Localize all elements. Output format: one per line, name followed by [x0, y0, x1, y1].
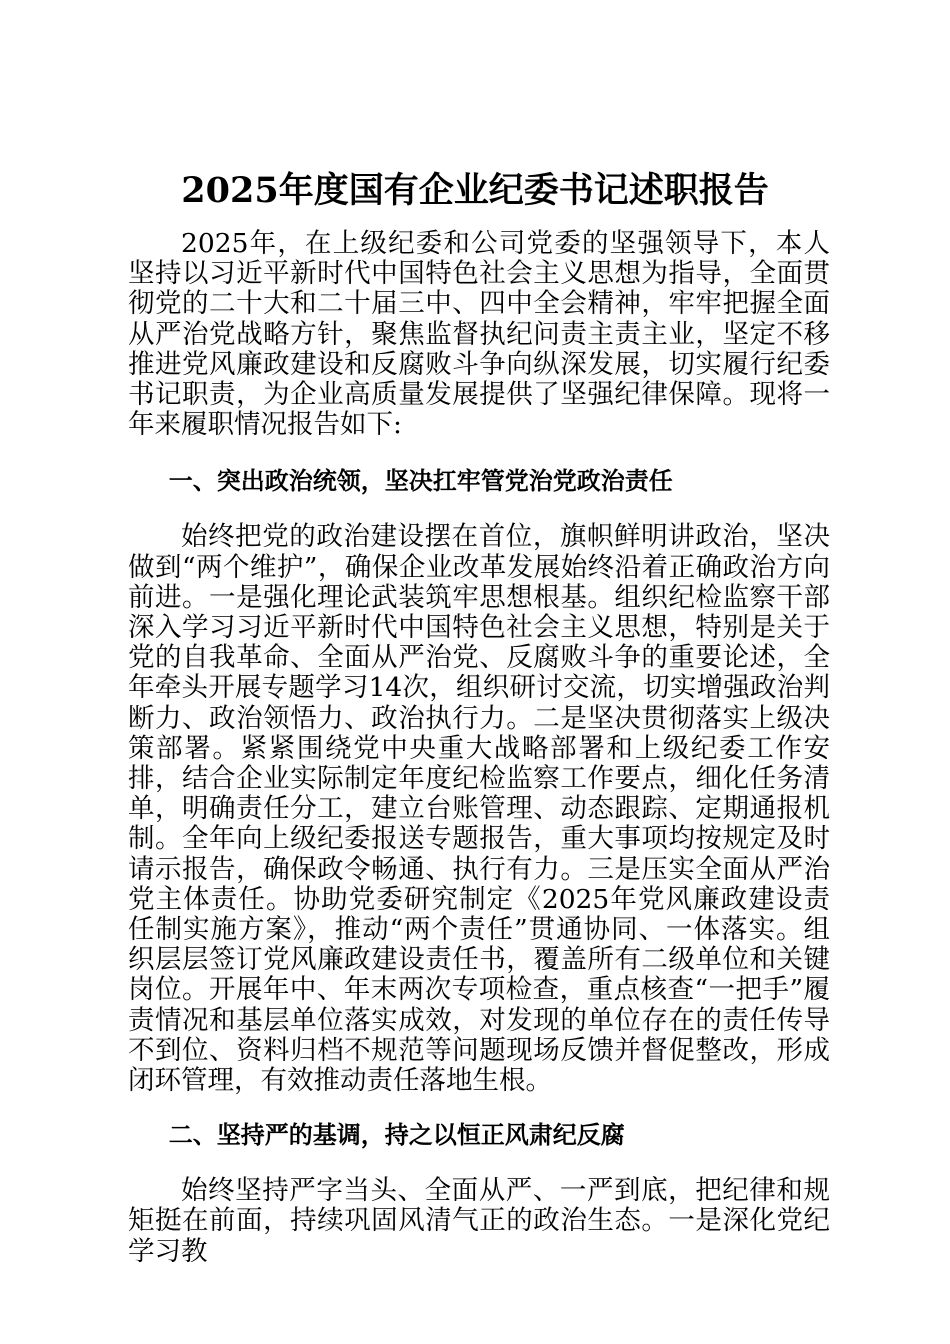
section-2-paragraph: 始终坚持严字当头、全面从严、一严到底，把纪律和规矩挺在前面，持续巩固风清气正的政治生态。一是深化党纪学习教	[128, 1175, 830, 1267]
document-body	[128, 229, 830, 1267]
section-1-paragraph: 始终把党的政治建设摆在首位，旗帜鲜明讲政治，坚决做到“两个维护”，确保企业改革发展始终沿着正确政治方向前进。一是强化理论武装筑牢思想根基。组织纪检监察干部深入学习习近平新时代中国特色社会主义思想，特别是关于党的自我革命、全面从严治党、反腐败斗争的重要论述，全年牵头开展专题学习14次，组织研讨交流，切实增强政治判断力、政治领悟力、政治执行力。二是坚决贯彻落实上级决策部署。紧紧围绕党中央重大战略部署和上级纪委工作安排，结合企业实际制定年度纪检监察工作要点，细化任务清单，明确责任分工，建立台账管理、动态跟踪、定期通报机制。全年向上级纪委报送专题报告，重大事项均按规定及时请示报告，确保政令畅通、执行有力。三是压实全面从严治党主体责任。协助党委研究制定《2025年党风廉政建设责任制实施方案》，推动“两个责任”贯通协同、一体落实。组织层层签订党风廉政建设责任书，覆盖所有二级单位和关键岗位。开展年中、年末两次专项检查，重点核查“一把手”履责情况和基层单位落实成效，对发现的单位存在的责任传导不到位、资料归档不规范等问题现场反馈并督促整改，形成闭环管理，有效推动责任落地生根。	[128, 521, 830, 1097]
section-heading-1: 一、突出政治统领，坚决扛牢管党治党政治责任	[168, 466, 673, 496]
intro-paragraph: 2025年，在上级纪委和公司党委的坚强领导下，本人坚持以习近平新时代中国特色社会主义思想为指导，全面贯彻党的二十大和二十届三中、四中全会精神，牢牢把握全面从严治党战略方针，聚焦监督执纪问责主责主业，坚定不移推进党风廉政建设和反腐败斗争向纵深发展，切实履行纪委书记职责，为企业高质量发展提供了坚强纪律保障。现将一年来履职情况报告如下:	[128, 228, 830, 441]
section-heading-2: 二、坚持严的基调，持之以恒正风肃纪反腐	[168, 1120, 625, 1150]
document-title: 2025年度国有企业纪委书记述职报告	[181, 170, 769, 211]
